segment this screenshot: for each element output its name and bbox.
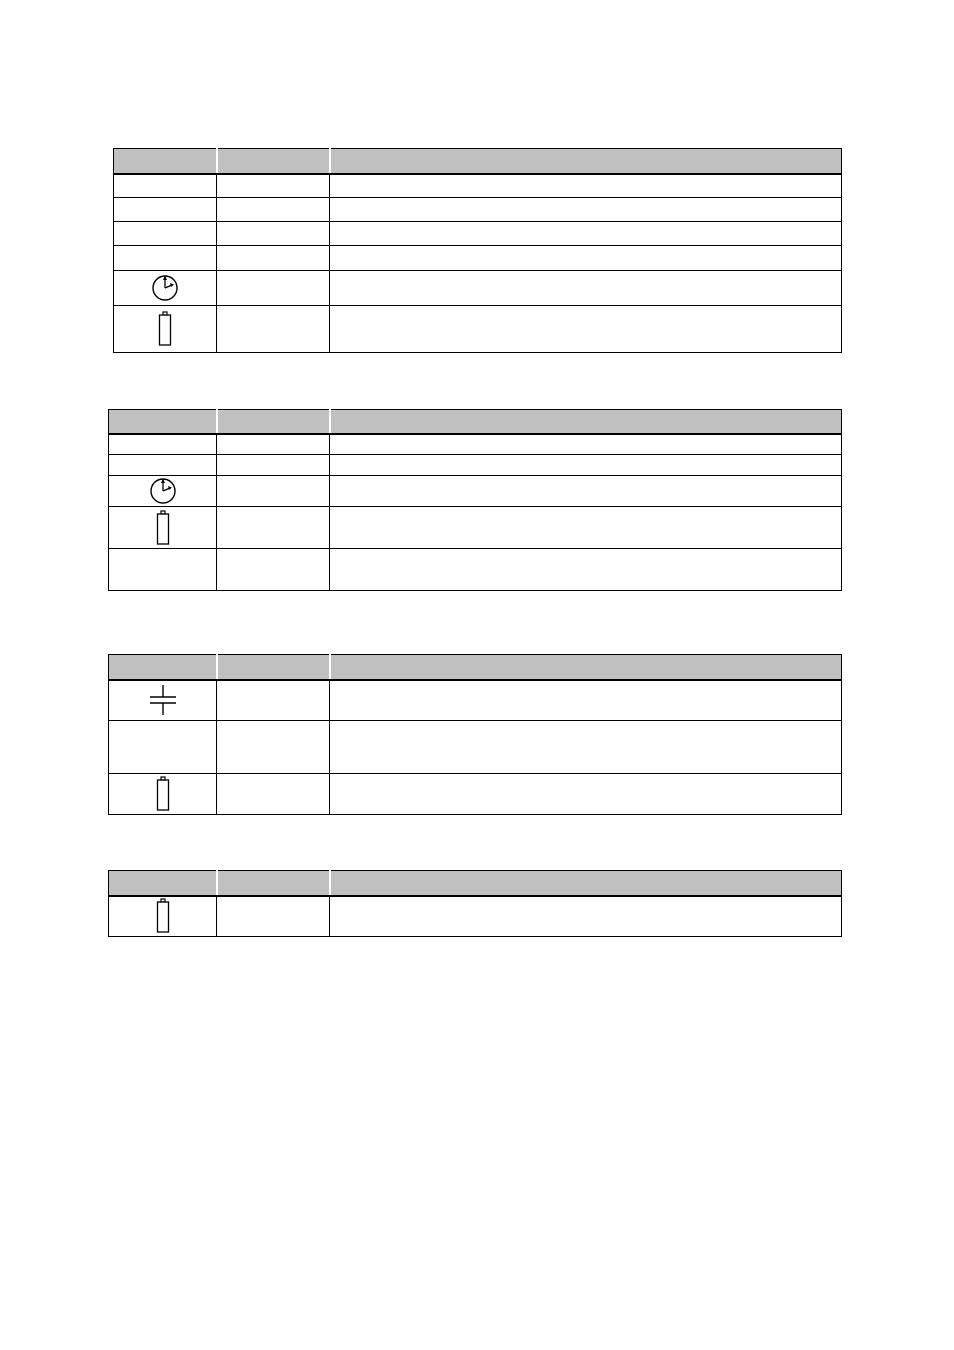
header-cell-symbol bbox=[114, 149, 217, 174]
table-row bbox=[114, 174, 842, 198]
table-row bbox=[109, 507, 842, 549]
header-cell-name bbox=[217, 410, 330, 434]
header-cell-name bbox=[217, 149, 330, 174]
header-cell-symbol bbox=[109, 655, 217, 680]
symbol-table-3 bbox=[108, 654, 842, 815]
battery-icon bbox=[155, 776, 171, 812]
symbol-table-4 bbox=[108, 870, 842, 937]
table-row bbox=[109, 774, 842, 815]
table-row bbox=[109, 434, 842, 455]
battery-icon bbox=[157, 311, 173, 347]
table-header-row bbox=[109, 410, 842, 434]
header-cell-name bbox=[217, 655, 330, 680]
table-row bbox=[109, 549, 842, 591]
capacitor-icon bbox=[148, 684, 178, 716]
header-cell-description bbox=[330, 410, 842, 434]
table-row bbox=[114, 305, 842, 352]
table-row bbox=[114, 198, 842, 222]
header-cell-description bbox=[330, 655, 842, 680]
table-header-row bbox=[109, 871, 842, 896]
clock-icon bbox=[148, 476, 178, 506]
table-header-row bbox=[114, 149, 842, 174]
symbol-table-1 bbox=[113, 148, 842, 353]
battery-icon bbox=[155, 898, 171, 934]
symbol-table-2 bbox=[108, 409, 842, 591]
table-row bbox=[109, 680, 842, 721]
header-cell-symbol bbox=[109, 871, 217, 896]
table-row bbox=[114, 222, 842, 246]
table-row bbox=[109, 476, 842, 507]
header-cell-symbol bbox=[109, 410, 217, 434]
table-row bbox=[109, 896, 842, 937]
header-cell-description bbox=[330, 871, 842, 896]
table-header-row bbox=[109, 655, 842, 680]
clock-icon bbox=[150, 273, 180, 303]
header-cell-name bbox=[217, 871, 330, 896]
table-row bbox=[114, 246, 842, 270]
table-row bbox=[109, 455, 842, 476]
header-cell-description bbox=[330, 149, 842, 174]
table-row bbox=[109, 721, 842, 774]
table-row bbox=[114, 270, 842, 305]
battery-icon bbox=[155, 510, 171, 546]
